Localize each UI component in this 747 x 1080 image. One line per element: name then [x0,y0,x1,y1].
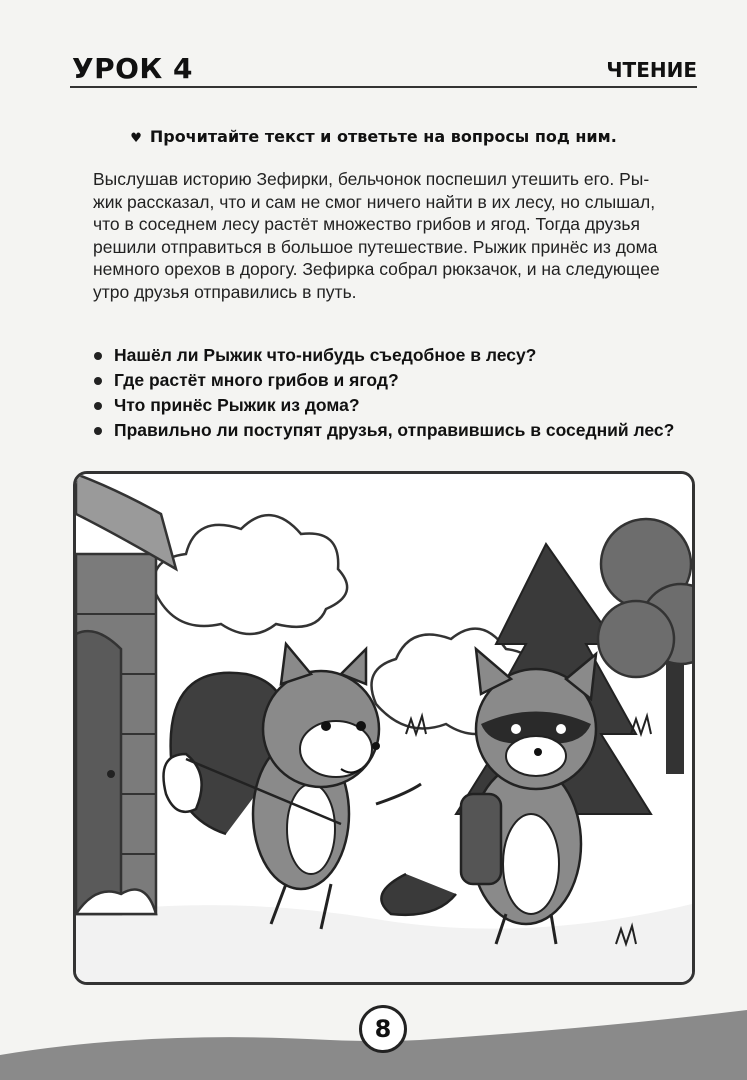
page-number: 8 [359,1005,407,1053]
story-line: что в соседнем лесу растёт множество грибов и ягод. Тогда друзья [93,214,641,234]
bullet-icon [94,427,102,435]
question-item [94,418,674,443]
illustration-drawing [76,474,692,982]
bullet-icon [94,402,102,410]
story-illustration [73,471,695,985]
question-text: Правильно ли поступят друзья, отправившись в соседний лес? [114,420,675,440]
header-rule [70,86,697,88]
bullet-icon [94,377,102,385]
bullet-icon [94,352,102,360]
question-text: Нашёл ли Рыжик что-нибудь съедобное в лесу? [114,345,537,365]
question-list [94,343,674,443]
question-item [94,368,674,393]
question-text: Что принёс Рыжик из дома? [114,395,360,415]
question-item [94,343,674,368]
page-header [70,48,697,88]
instruction-text: Прочитайте текст и ответьте на вопросы под ним. [149,127,617,146]
story-text [93,168,705,303]
lesson-title: УРОК 4 [72,52,194,85]
story-line: Выслушав историю Зефирки, бельчонок поспешил утешить его. Ры- [93,169,650,189]
question-text: Где растёт много грибов и ягод? [114,370,399,390]
story-line: жик рассказал, что и сам не смог ничего найти в их лесу, но слышал, [93,191,656,212]
story-line: немного орехов в дорогу. Зефирка собрал рюкзачок, и на следующее [93,259,660,279]
backpack-icon [461,794,501,884]
story-line: решили отправиться в большое путешествие. Рыжик принёс из дома [93,236,658,257]
task-instruction [0,127,747,146]
question-item [94,393,674,418]
section-title: ЧТЕНИЕ [606,58,697,82]
heart-icon: ♥ [130,131,142,146]
story-line: утро друзья отправились в путь. [93,281,357,302]
